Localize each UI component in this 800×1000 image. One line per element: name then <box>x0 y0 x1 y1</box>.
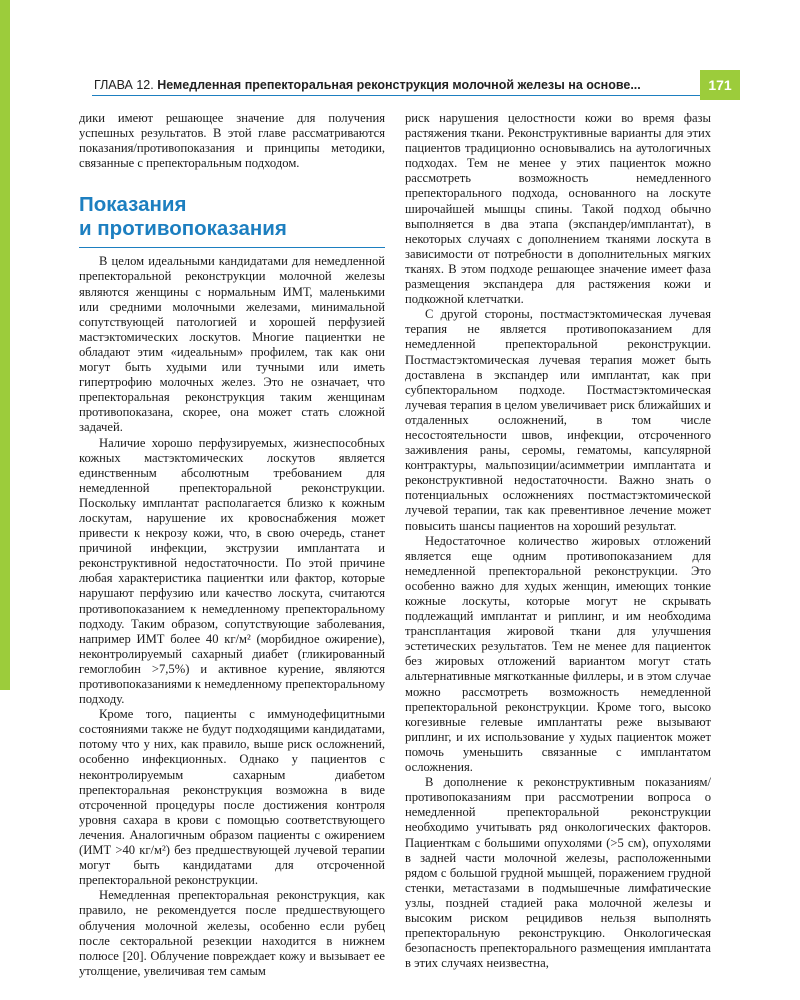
paragraph: С другой стороны, постмастэктомическая лучевая терапия не является противопоказанием для немедленной препекторальной реконструкции. Постмастэктомическая лучевая терапия может быть доставлена в экспандер или имплантат, как при субпекторальном подходе. Постмастэктомическая лучевая терапия в целом увеличивает риск ближайших и отдаленных осложнений, в том числе несостоятельности швов, инфекции, отсроченного заживления раны, серомы, гематомы, капсулярной контрактуры, мальпозиции/асимметрии имплантата и реконструктивной недостаточности. Важно знать о потенциальных осложнениях постмастэктомической лучевой терапии, так как превентивное лечение может повысить шансы пациентов на хороший результат. <box>405 307 711 533</box>
side-accent-strip <box>0 0 10 690</box>
section-title <box>79 193 385 248</box>
chapter-label: ГЛАВА 12. <box>94 78 154 92</box>
intro-paragraph: дики имеют решающее значение для получения успешных результатов. В этой главе рассматриваются показания/противопоказания и принципы методики, связанные с препекторальным подходом. <box>79 111 385 171</box>
paragraph: Кроме того, пациенты с иммунодефицитными состояниями также не будут подходящими кандидатами, потому что у них, как правило, выше риск осложнений, особенно инфекционных. Однако у пациентов с неконтролируемым сахарным диабетом препекторальная реконструкция возможна в виде отсроченной процедуры после достижения контроля уровня сахара в крови с помощью соответствующего лечения. Аналогичным образом пациенты с ожирением (ИМТ >40 кг/м²) без предшествующей лучевой терапии могут быть кандидатами для отсроченной препекторальной реконструкции. <box>79 707 385 888</box>
header-rule <box>92 95 700 96</box>
paragraph: В дополнение к реконструктивным показаниям/противопоказаниям при рассмотрении вопроса о немедленной препекторальной реконструкции необходимо учитывать ряд онкологических факторов. Пациенткам с большими опухолями (>5 см), опухолями в задней части молочной железы, расположенными рядом с большой грудной мышцей, поражением грудной стенки, метастазами в подмышечные лимфатические узлы, поздней стадией рака молочной железы и высоким риском рецидивов нельзя выполнять препекторальную реконструкцию. Онкологическая безопасность препекторального размещения имплантата в этих случаях неизвестна, <box>405 775 711 971</box>
running-header <box>94 78 694 92</box>
section-title-line2: и противопоказания <box>79 217 287 241</box>
right-column <box>405 111 711 971</box>
paragraph: Недостаточное количество жировых отложений является еще одним противопоказанием для немедленной препекторальной реконструкции. Это особенно важно для худых женщин, имеющих тонкие кожные лоскуты, которые могут не скрывать подлежащий имплантат и риплинг, и им необходима трансплантация жировой ткани для улучшения эстетических результатов. Тем не менее для пациенток без жировых отложений вариантом могут стать альтернативные мягкотканные филлеры, и в этом случае можно рассмотреть возможность немедленной препекторальной реконструкции. Кроме того, высоко когезивные гелевые имплантаты реже вызывают риплинг, и их использование у худых пациенток может помочь уменьшить связанные с имплантатом осложнения. <box>405 533 711 775</box>
paragraph: Немедленная препекторальная реконструкция, как правило, не рекомендуется после предшествующего облучения молочной железы, особенно если рубец после секторальной резекции находится в нижнем полюсе [20]. Облучение повреждает кожу и вызывает ее утолщение, увеличивая тем самым <box>79 888 385 978</box>
paragraph: В целом идеальными кандидатами для немедленной препекторальной реконструкции молочной железы являются женщины с нормальным ИМТ, маленькими или средними молочными железами, минимальной сопутствующей патологией и хорошей перфузией мастэктомических лоскутов. Многие пациентки не обладают этим «идеальным» профилем, так как они могут быть худыми или тучными или иметь гипертрофию молочных желез. Это не означает, что препекторальная реконструкция таким женщинам противопоказана, скорее, она может стать сложной задачей. <box>79 254 385 435</box>
section-title-line1: Показания <box>79 193 187 217</box>
chapter-title: Немедленная препекторальная реконструкция молочной железы на основе... <box>157 78 641 92</box>
left-column <box>79 111 385 979</box>
paragraph: риск нарушения целостности кожи во время фазы растяжения ткани. Реконструктивные варианты для этих пациентов традиционно основывались на аутологичных подходах. Тем не менее у этих пациенток можно рассмотреть возможность немедленного препекторального подхода, основанного на лоскуте широчайшей мышцы спины. Такой подход обычно выполняется в два этапа (экспандер/имплантат), в некоторых случаях с дополнением тканями лоскута в зависимости от потребности в дополнительных мягких тканях. В этом подходе решающее значение имеет фаза размещения экспандера для растяжения кожи и подкожной клетчатки. <box>405 111 711 307</box>
paragraph: Наличие хорошо перфузируемых, жизнеспособных кожных мастэктомических лоскутов является единственным абсолютным требованием для немедленной препекторальной реконструкции. Поскольку имплантат располагается близко к кожным лоскутам, нарушение их кровоснабжения может привести к некрозу кожи, что, в свою очередь, станет причиной инфекции, экструзии имплантата и реконструктивной недостаточности. По этой причине любая характеристика пациентки или фактор, которые нарушают перфузию или качество лоскута, считаются противопоказанием к немедленному препекторальному подходу. Таким образом, сопутствующие заболевания, например ИМТ более 40 кг/м² (морбидное ожирение), неконтролируемый сахарный диабет (гликированный гемоглобин >7,5%) и активное курение, являются противопоказаниями к немедленному препекторальному подходу. <box>79 435 385 707</box>
page-number: 171 <box>700 70 740 100</box>
